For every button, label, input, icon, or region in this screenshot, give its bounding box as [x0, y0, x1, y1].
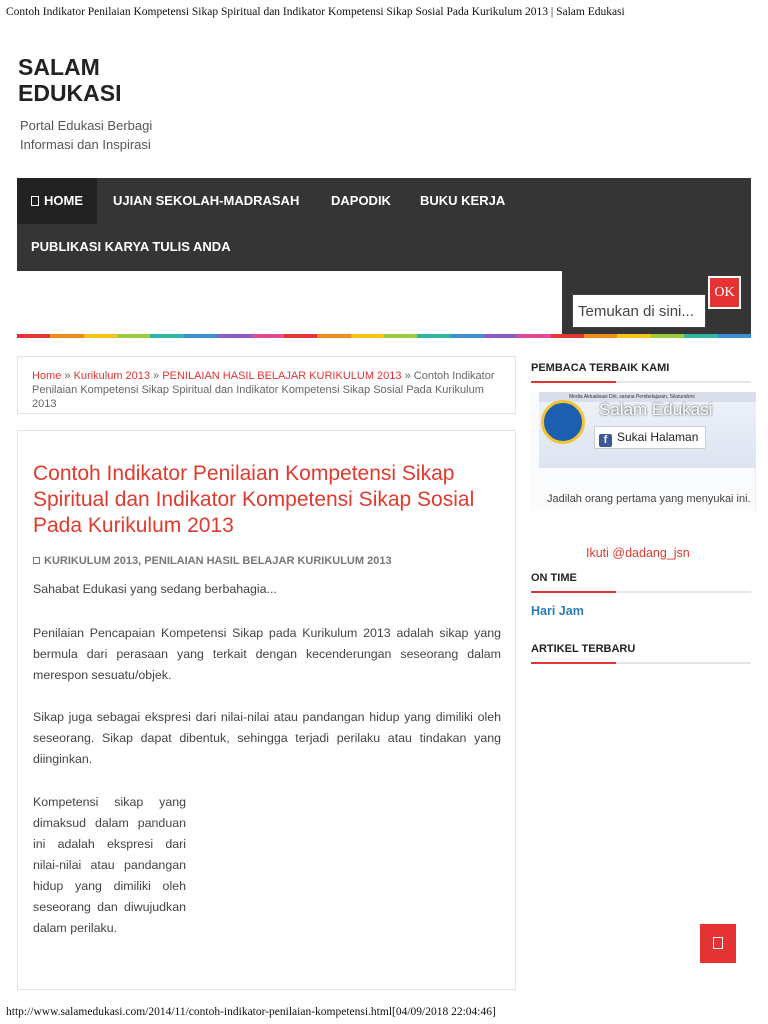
widget-underline [531, 591, 751, 593]
post-article [17, 430, 516, 990]
breadcrumb [17, 356, 516, 414]
tut-wuri-logo-icon [541, 400, 585, 444]
breadcrumb-separator: » [153, 370, 160, 382]
rainbow-segment [617, 334, 650, 338]
site-tagline: Portal Edukasi Berbagi Informasi dan Inspirasi [20, 118, 153, 152]
post-paragraph: Kompetensi sikap yang dimaksud dalam panduan ini adalah ekspresi dari nilai-nilai atau pandangan hidup yang dimiliki oleh seseorang dan diwujudkan dalam perilaku. [33, 795, 186, 935]
widget-title-readers: PEMBACA TERBAIK KAMI [531, 362, 670, 374]
breadcrumb-penilaian[interactable]: PENILAIAN HASIL BELAJAR KURIKULUM 2013 [162, 370, 402, 382]
widget-title-latest: ARTIKEL TERBARU [531, 643, 636, 655]
post-paragraph: Penilaian Pencapaian Kompetensi Sikap pada Kurikulum 2013 adalah sikap yang bermula dari perasaan yang terkait dengan kecenderungan seseorang dalam merespon sesuatu/objek. [33, 626, 501, 682]
rainbow-segment [517, 334, 550, 338]
rainbow-segment [251, 334, 284, 338]
rainbow-segment [150, 334, 183, 338]
nav-item-buku-kerja[interactable]: BUKU KERJA [420, 193, 506, 208]
post-paragraph: Sahabat Edukasi yang sedang berbahagia... [33, 582, 277, 596]
rainbow-segment [484, 334, 517, 338]
rainbow-segment [351, 334, 384, 338]
rainbow-segment [684, 334, 717, 338]
print-page-title: Contoh Indikator Penilaian Kompetensi Sikap Spiritual dan Indikator Kompetensi Sikap Sosial Pada Kurikulum 2013 | Salam Edukasi [6, 6, 625, 18]
facebook-like-button[interactable] [594, 426, 706, 449]
search-button[interactable]: OK [708, 276, 741, 309]
facebook-like-note: Jadilah orang pertama yang menyukai ini. [547, 493, 751, 505]
post-title: Contoh Indikator Penilaian Kompetensi Sikap Spiritual dan Indikator Kompetensi Sikap Sosial Pada Kurikulum 2013 [33, 462, 475, 537]
post-labels [33, 555, 392, 567]
rainbow-segment [384, 334, 417, 338]
widget-underline [531, 662, 751, 664]
tag-icon [33, 557, 40, 564]
nav-item-publikasi[interactable]: PUBLIKASI KARYA TULIS ANDA [31, 239, 231, 254]
rainbow-segment [184, 334, 217, 338]
breadcrumb-kurikulum[interactable]: Kurikulum 2013 [73, 370, 151, 382]
facebook-page-name[interactable]: Salam Edukasi [599, 400, 713, 419]
back-to-top-button[interactable] [700, 924, 736, 963]
rainbow-segment [451, 334, 484, 338]
print-page-url: http://www.salamedukasi.com/2014/11/contoh-indikator-penilaian-kompetensi.html[04/09/2018 22:04:46] [6, 1006, 496, 1018]
search-input[interactable] [572, 294, 706, 328]
rainbow-segment [651, 334, 684, 338]
post-paragraph: Sikap juga sebagai ekspresi dari nilai-nilai atau pandangan hidup yang dimiliki oleh seseorang. Sikap dapat dibentuk, sehingga terjadi perilaku atau tindakan yang diinginkan. [33, 710, 501, 766]
rainbow-divider [17, 334, 751, 338]
rainbow-segment [317, 334, 350, 338]
on-time-link[interactable]: Hari Jam [531, 604, 584, 618]
breadcrumb-separator: » [404, 370, 411, 382]
main-navigation [17, 178, 751, 271]
rainbow-segment [84, 334, 117, 338]
widget-underline [531, 381, 751, 383]
home-icon [31, 196, 39, 206]
facebook-icon: f [599, 434, 612, 447]
rainbow-segment [117, 334, 150, 338]
rainbow-segment [50, 334, 83, 338]
nav-item-home[interactable] [17, 178, 97, 224]
nav-item-label: HOME [44, 193, 83, 208]
rainbow-segment [584, 334, 617, 338]
breadcrumb-current: Contoh Indikator Penilaian Kompetensi Sikap Spiritual dan Indikator Kompetensi Sikap Sosial Pada Kurikulum 2013 [32, 370, 495, 410]
rainbow-segment [284, 334, 317, 338]
rainbow-segment [417, 334, 450, 338]
site-title[interactable]: SALAM EDUKASI [18, 54, 122, 106]
breadcrumb-separator: » [64, 370, 71, 382]
nav-item-dapodik[interactable]: DAPODIK [331, 193, 391, 208]
nav-item-ujian-sekolah[interactable]: UJIAN SEKOLAH-MADRASAH [113, 193, 300, 208]
arrow-up-icon [713, 937, 723, 949]
facebook-cover-caption: Media Aktualisasi Diri, sarana Pembelajaran, Silaturahmi [539, 392, 756, 402]
rainbow-segment [17, 334, 50, 338]
breadcrumb-home[interactable]: Home [32, 370, 62, 382]
widget-title-on-time: ON TIME [531, 572, 577, 584]
post-labels-text[interactable]: KURIKULUM 2013, PENILAIAN HASIL BELAJAR KURIKULUM 2013 [44, 555, 392, 567]
facebook-like-label: Sukai Halaman [617, 430, 699, 444]
rainbow-segment [551, 334, 584, 338]
rainbow-segment [217, 334, 250, 338]
rainbow-segment [718, 334, 751, 338]
twitter-follow-link[interactable]: Ikuti @dadang_jsn [586, 546, 690, 560]
